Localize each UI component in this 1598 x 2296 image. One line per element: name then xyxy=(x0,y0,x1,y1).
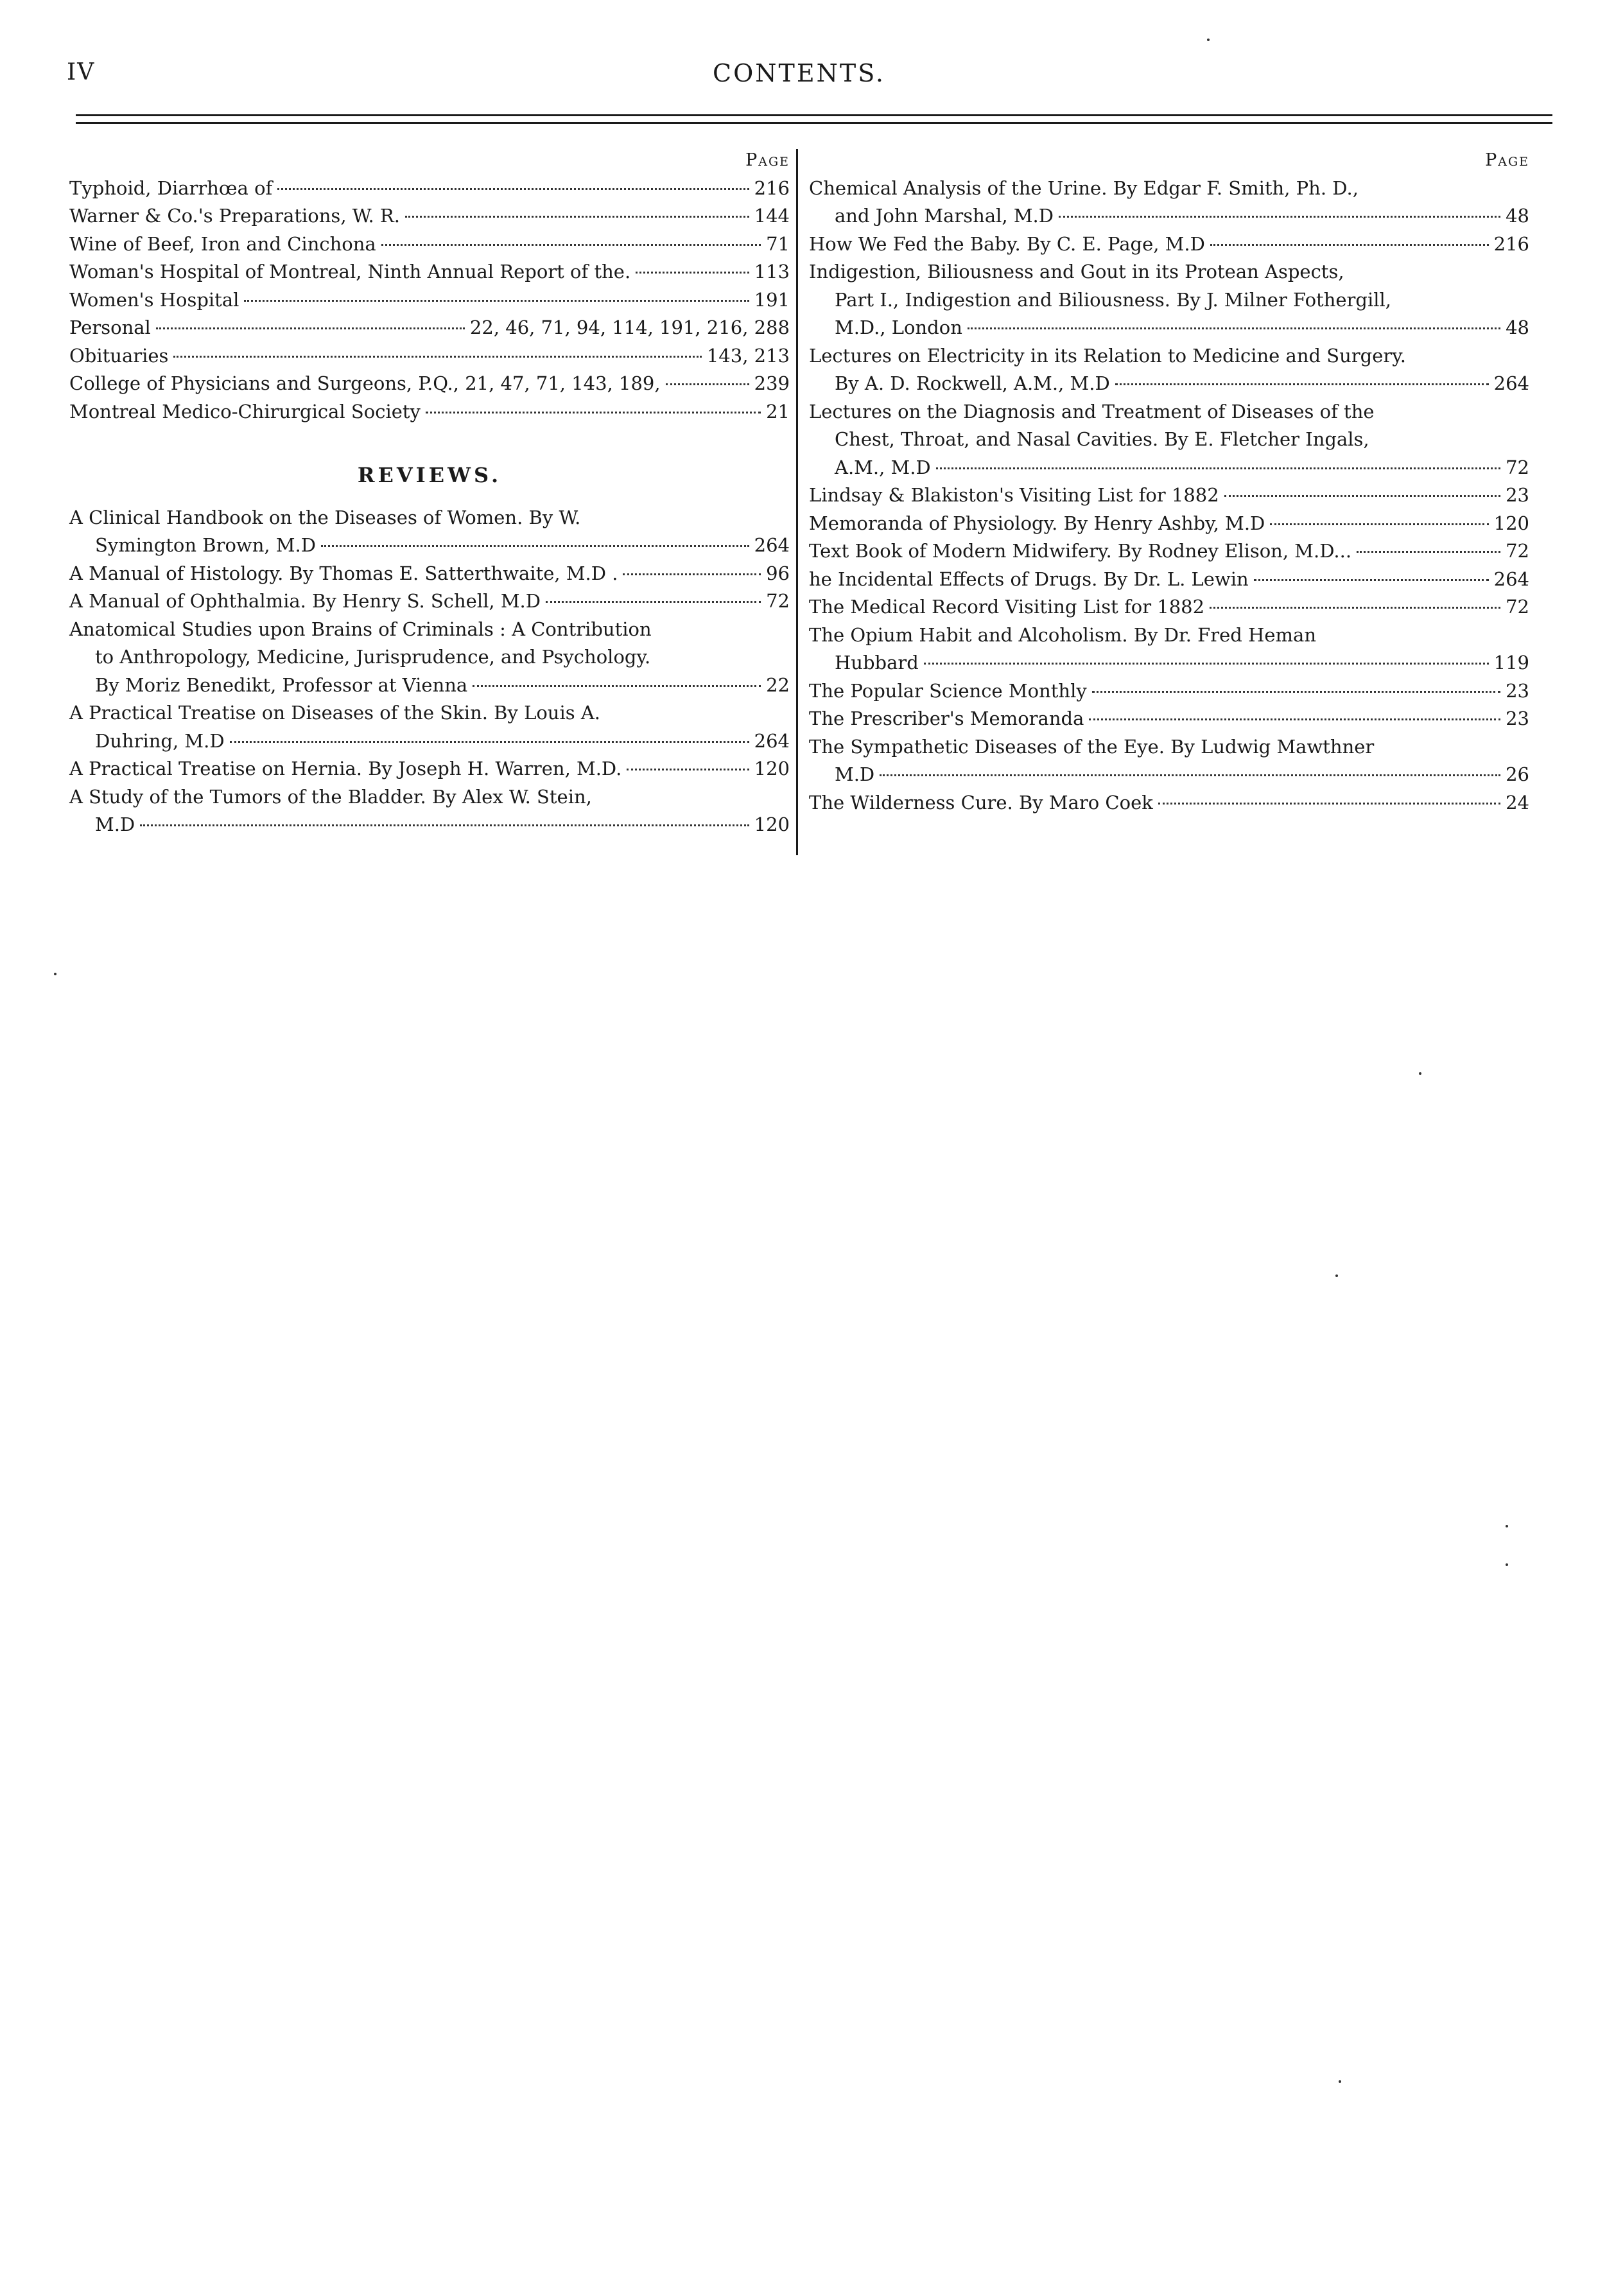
toc-entry xyxy=(69,398,790,426)
toc-entry xyxy=(809,649,1529,677)
entry-title-line: Indigestion, Biliousness and Gout in its Protean Aspects, xyxy=(809,261,1344,283)
scan-speck xyxy=(1506,1525,1508,1527)
dot-leader xyxy=(636,272,749,274)
dot-leader xyxy=(1092,691,1500,693)
entry-page-number: 216 xyxy=(1493,232,1529,255)
entry-title-line: A Study of the Tumors of the Bladder. By Alex W. Stein, xyxy=(69,785,592,808)
entry-title-line: Anatomical Studies upon Brains of Criminals : A Contribution xyxy=(69,618,652,640)
toc-entry-group xyxy=(69,755,790,783)
toc-entry-group xyxy=(69,616,790,700)
entry-title: A Practical Treatise on Hernia. By Joseph H. Warren, M.D. xyxy=(69,758,622,779)
toc-entry-group xyxy=(809,789,1529,817)
toc-entry-group xyxy=(69,560,790,588)
entry-title-line: Chest, Throat, and Nasal Cavities. By E. Fletcher Ingals, xyxy=(835,428,1369,450)
dot-leader xyxy=(1270,523,1488,525)
toc-entry xyxy=(69,532,790,560)
right-entry-list xyxy=(809,175,1529,817)
entry-page-number: 21 xyxy=(766,400,790,422)
dot-leader xyxy=(473,685,761,687)
running-title: CONTENTS. xyxy=(713,59,885,87)
dot-leader xyxy=(321,545,749,547)
toc-entry-group xyxy=(809,705,1529,733)
toc-entry xyxy=(69,314,790,342)
dot-leader xyxy=(666,383,749,385)
entry-page-number: 119 xyxy=(1493,652,1529,674)
dot-leader xyxy=(277,188,749,190)
toc-entry xyxy=(809,761,1529,789)
dot-leader xyxy=(156,327,465,329)
dot-leader xyxy=(1158,803,1500,804)
entry-title: Personal xyxy=(69,317,151,338)
entry-page-number: 120 xyxy=(754,758,790,779)
entry-page-number: 48 xyxy=(1506,317,1529,338)
entry-page-number: 113 xyxy=(754,261,790,283)
dot-leader xyxy=(405,216,749,218)
entry-title: Wine of Beef, Iron and Cinchona xyxy=(69,232,376,255)
entry-title: Typhoid, Diarrhœa of xyxy=(69,177,273,199)
header-rule-bottom xyxy=(76,122,1552,124)
entry-title-line: Lectures on the Diagnosis and Treatment of Diseases of the xyxy=(809,400,1375,422)
toc-entry xyxy=(809,705,1529,733)
dot-leader xyxy=(924,663,1489,665)
toc-entry-group xyxy=(809,342,1529,398)
entry-title: Lindsay & Blakiston's Visiting List for 1882 xyxy=(809,484,1219,506)
entry-title-line: Part I., Indigestion and Biliousness. By J. Milner Fothergill, xyxy=(835,288,1391,311)
dot-leader xyxy=(623,573,761,575)
toc-entry xyxy=(69,175,790,203)
entry-page-number: 72 xyxy=(766,590,790,612)
dot-leader xyxy=(230,741,749,743)
toc-entry xyxy=(809,677,1529,706)
entry-title: A.M., M.D xyxy=(835,456,931,478)
scan-speck xyxy=(1339,2080,1341,2083)
scan-speck xyxy=(1419,1072,1421,1075)
dot-leader xyxy=(426,412,761,413)
entry-title-line: Chemical Analysis of the Urine. By Edgar F. Smith, Ph. D., xyxy=(809,177,1359,199)
dot-leader xyxy=(1059,216,1500,218)
entry-page-number: 191 xyxy=(754,288,790,311)
toc-entry xyxy=(69,370,790,398)
toc-entry xyxy=(809,230,1529,259)
dot-leader xyxy=(173,356,701,358)
dot-leader xyxy=(627,769,749,770)
toc-entry-group xyxy=(69,699,790,755)
entry-page-number: 23 xyxy=(1506,679,1529,702)
toc-entry xyxy=(69,342,790,370)
entry-page-number: 22 xyxy=(766,674,790,696)
dot-leader xyxy=(936,467,1500,469)
entry-page-number: 264 xyxy=(754,729,790,752)
dot-leader xyxy=(1210,244,1489,246)
entry-title: Memoranda of Physiology. By Henry Ashby, M.D xyxy=(809,512,1265,534)
entry-page-number: 120 xyxy=(754,813,790,835)
entry-page-number: 24 xyxy=(1506,791,1529,813)
toc-entry-group xyxy=(809,622,1529,677)
toc-entry xyxy=(809,454,1529,482)
toc-entry-group xyxy=(809,566,1529,594)
reviews-heading: REVIEWS. xyxy=(357,463,502,487)
entry-page-number: 264 xyxy=(1493,568,1529,590)
entry-title: How We Fed the Baby. By C. E. Page, M.D xyxy=(809,232,1205,255)
entry-title: Women's Hospital xyxy=(69,288,239,311)
toc-entry xyxy=(809,537,1529,566)
toc-entry xyxy=(809,566,1529,594)
dot-leader xyxy=(381,244,761,246)
page-column-label: Page xyxy=(745,150,790,170)
toc-entry-group xyxy=(809,258,1529,342)
toc-entry xyxy=(69,560,790,588)
entry-title: The Popular Science Monthly xyxy=(809,679,1087,702)
right-column xyxy=(809,146,1529,817)
toc-entry xyxy=(69,672,790,700)
entry-page-number: 264 xyxy=(1493,372,1529,394)
entry-page-number: 72 xyxy=(1506,540,1529,562)
toc-entry-group xyxy=(809,677,1529,706)
toc-entry-group xyxy=(809,593,1529,622)
toc-entry-group xyxy=(69,504,790,560)
entry-title: The Prescriber's Memoranda xyxy=(809,708,1084,729)
entry-page-number: 264 xyxy=(754,534,790,556)
entry-title: Montreal Medico-Chirurgical Society xyxy=(69,400,421,422)
dot-leader xyxy=(1224,495,1500,497)
toc-entry xyxy=(69,230,790,259)
entry-title: By Moriz Benedikt, Professor at Vienna xyxy=(95,674,468,696)
toc-entry xyxy=(69,811,790,839)
entry-page-number: 48 xyxy=(1506,205,1529,227)
toc-entry-group xyxy=(809,230,1529,259)
entry-page-number: 143, 213 xyxy=(706,344,790,367)
toc-entry-group xyxy=(809,398,1529,482)
entry-title: Symington Brown, M.D xyxy=(95,534,317,556)
entry-page-number: 216 xyxy=(754,177,790,199)
toc-entry-group xyxy=(809,175,1529,230)
toc-entry xyxy=(69,258,790,286)
toc-entry-group xyxy=(69,587,790,616)
toc-entry xyxy=(69,587,790,616)
entry-title-line: A Clinical Handbook on the Diseases of Women. By W. xyxy=(69,506,581,528)
entry-page-number: 71 xyxy=(766,232,790,255)
entry-page-number: 120 xyxy=(1493,512,1529,534)
entry-title: M.D xyxy=(95,813,135,835)
entry-title: The Wilderness Cure. By Maro Coek xyxy=(809,791,1153,813)
dot-leader xyxy=(1089,718,1500,720)
toc-entry xyxy=(69,286,790,315)
entry-title: Text Book of Modern Midwifery. By Rodney Elison, M.D... xyxy=(809,540,1352,562)
entry-page-number: 23 xyxy=(1506,484,1529,506)
dot-leader xyxy=(1357,551,1500,553)
scan-speck xyxy=(1207,39,1210,41)
toc-entry-group xyxy=(809,510,1529,538)
dot-leader xyxy=(244,300,749,302)
reviews-list xyxy=(69,504,790,839)
toc-entry xyxy=(809,202,1529,230)
toc-entry xyxy=(809,314,1529,342)
entry-page-number: 239 xyxy=(754,372,790,394)
entry-page-number: 22, 46, 71, 94, 114, 191, 216, 288 xyxy=(469,317,790,338)
column-divider xyxy=(796,149,798,855)
entry-page-number: 144 xyxy=(754,205,790,227)
entry-title-line: Lectures on Electricity in its Relation to Medicine and Surgery. xyxy=(809,344,1407,367)
dot-leader xyxy=(1210,607,1500,609)
toc-entry xyxy=(69,202,790,230)
entry-title: By A. D. Rockwell, A.M., M.D xyxy=(835,372,1110,394)
entry-title-line: A Practical Treatise on Diseases of the Skin. By Louis A. xyxy=(69,702,601,724)
toc-entry xyxy=(809,593,1529,622)
toc-entry xyxy=(809,510,1529,538)
page-number-folio: IV xyxy=(67,59,96,85)
entry-title: The Medical Record Visiting List for 1882 xyxy=(809,596,1205,618)
entry-title: Warner & Co.'s Preparations, W. R. xyxy=(69,205,400,227)
toc-entry-group xyxy=(809,733,1529,789)
entry-title: M.D., London xyxy=(835,317,962,338)
scan-speck xyxy=(1506,1563,1508,1566)
toc-entry xyxy=(809,370,1529,398)
entry-page-number: 96 xyxy=(766,562,790,584)
dot-leader xyxy=(880,774,1500,776)
scan-speck xyxy=(54,973,56,975)
toc-entry-group xyxy=(809,482,1529,510)
scan-speck xyxy=(1335,1274,1338,1277)
entry-title-line: to Anthropology, Medicine, Jurisprudence, and Psychology. xyxy=(95,646,651,668)
entry-title: he Incidental Effects of Drugs. By Dr. L. Lewin xyxy=(809,568,1249,590)
toc-entry-group xyxy=(809,537,1529,566)
dot-leader xyxy=(968,327,1500,329)
toc-entry-group xyxy=(69,783,790,839)
header-rule-top xyxy=(76,114,1552,116)
left-entry-list xyxy=(69,175,790,426)
dot-leader xyxy=(546,601,761,603)
dot-leader xyxy=(140,824,749,826)
entry-page-number: 23 xyxy=(1506,708,1529,729)
entry-title: A Manual of Ophthalmia. By Henry S. Schell, M.D xyxy=(69,590,541,612)
entry-page-number: 26 xyxy=(1506,763,1529,785)
entry-page-number: 72 xyxy=(1506,456,1529,478)
entry-title-line: The Opium Habit and Alcoholism. By Dr. Fred Heman xyxy=(809,623,1316,646)
page-column-label: Page xyxy=(1485,150,1529,170)
entry-title-line: The Sympathetic Diseases of the Eye. By Ludwig Mawthner xyxy=(809,735,1375,758)
entry-title: Woman's Hospital of Montreal, Ninth Annual Report of the. xyxy=(69,261,631,283)
toc-entry xyxy=(809,789,1529,817)
entry-title: Duhring, M.D xyxy=(95,729,225,752)
entry-title: Hubbard xyxy=(835,652,919,674)
toc-entry xyxy=(69,755,790,783)
toc-entry xyxy=(809,482,1529,510)
entry-page-number: 72 xyxy=(1506,596,1529,618)
left-column xyxy=(69,146,790,839)
entry-title: and John Marshal, M.D xyxy=(835,205,1054,227)
entry-title: A Manual of Histology. By Thomas E. Satterthwaite, M.D . xyxy=(69,562,618,584)
entry-title: M.D xyxy=(835,763,875,785)
toc-entry xyxy=(69,727,790,756)
entry-title: College of Physicians and Surgeons, P.Q., 21, 47, 71, 143, 189, xyxy=(69,372,661,394)
entry-title: Obituaries xyxy=(69,344,169,367)
dot-leader xyxy=(1254,579,1489,581)
dot-leader xyxy=(1115,383,1489,385)
